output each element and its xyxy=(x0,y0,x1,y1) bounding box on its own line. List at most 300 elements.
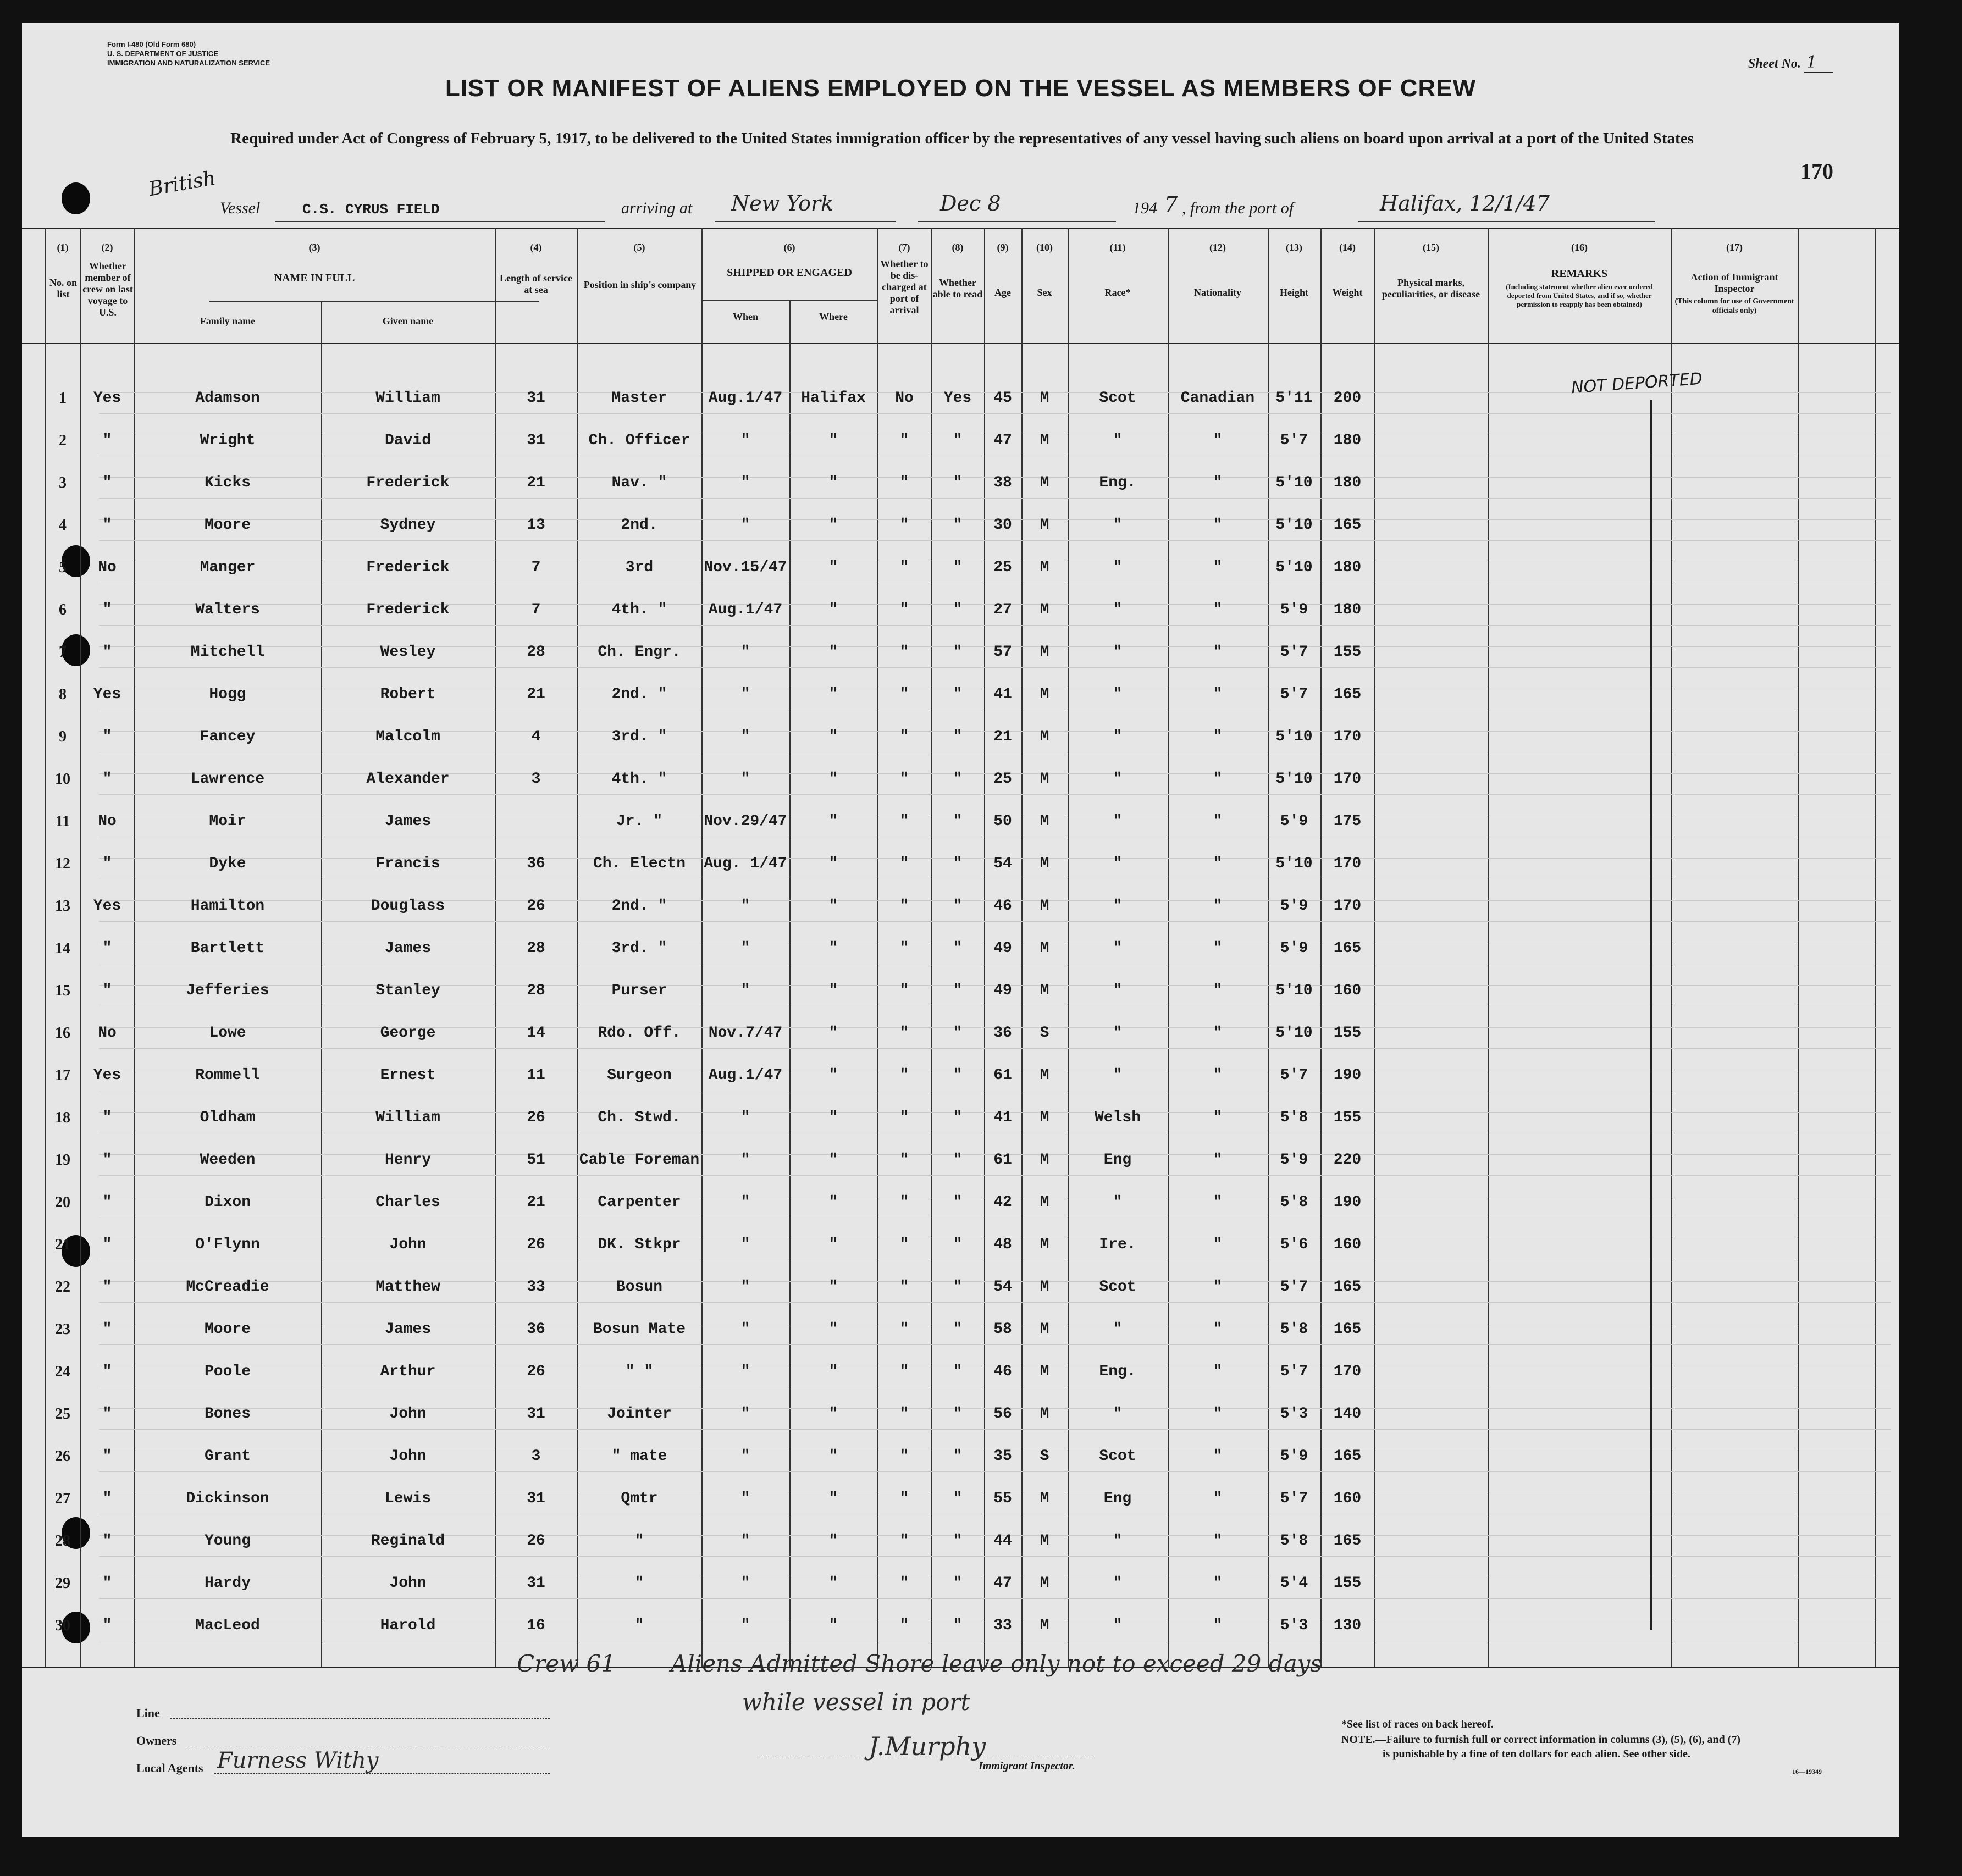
cell-given-name: James xyxy=(384,813,431,830)
cell-sex: M xyxy=(1040,1617,1049,1634)
cell-position: Ch. Electn xyxy=(593,855,686,872)
cell-nationality: " xyxy=(1213,1067,1223,1084)
cell-discharged: " xyxy=(899,728,909,745)
cell-sex: M xyxy=(1040,1194,1049,1211)
cell-length-service: 4 xyxy=(531,728,541,745)
local-agents-value: Furness Withy xyxy=(217,1748,379,1773)
cell-when-engaged: Aug.1/47 xyxy=(708,390,783,407)
cell-family-name: Hardy xyxy=(204,1575,251,1592)
cell-no-on-list: 23 xyxy=(55,1321,70,1338)
cell-given-name: Francis xyxy=(375,855,440,872)
cell-sex: M xyxy=(1040,559,1049,576)
cell-given-name: Ernest xyxy=(380,1067,436,1084)
cell-discharged: " xyxy=(899,1236,909,1253)
page-number: 170 xyxy=(1800,159,1833,184)
arrival-port: New York xyxy=(731,191,834,215)
cell-age: 50 xyxy=(993,813,1012,830)
table-row xyxy=(22,1364,1899,1406)
cell-race: Eng. xyxy=(1099,474,1136,491)
remarks-not-deported: NOT DEPORTED xyxy=(1571,369,1703,398)
cell-age: 55 xyxy=(993,1490,1012,1507)
cell-race: " xyxy=(1113,1067,1123,1084)
column-number: (2) xyxy=(101,242,113,253)
table-row xyxy=(22,475,1899,517)
cell-position: Ch. Officer xyxy=(588,432,690,449)
cell-position: Nav. " xyxy=(611,474,667,491)
cell-able-read: " xyxy=(953,1448,963,1465)
cell-when-engaged: " xyxy=(740,517,750,534)
cell-given-name: John xyxy=(389,1405,427,1423)
cell-no-on-list: 5 xyxy=(59,559,67,576)
cell-discharged: " xyxy=(899,1279,909,1296)
cell-discharged: " xyxy=(899,1194,909,1211)
cell-nationality: " xyxy=(1213,898,1223,915)
crew-count-note: Crew 61 xyxy=(517,1650,616,1677)
header-action-note: (This column for use of Government officials only) xyxy=(1674,297,1794,315)
cell-race: " xyxy=(1113,559,1123,576)
cell-family-name: Poole xyxy=(204,1363,251,1380)
cell-age: 41 xyxy=(993,1109,1012,1126)
cell-discharged: " xyxy=(899,1490,909,1507)
cell-last-voyage: " xyxy=(102,728,112,745)
cell-nationality: " xyxy=(1213,1448,1223,1465)
cell-length-service: 21 xyxy=(527,474,545,491)
cell-where-engaged: " xyxy=(828,474,838,491)
cell-no-on-list: 20 xyxy=(55,1194,70,1211)
cell-position: Qmtr xyxy=(621,1490,658,1507)
header-able-read: Whether able to read xyxy=(932,277,983,300)
sheet-number-field xyxy=(1748,53,1833,72)
cell-weight: 165 xyxy=(1333,686,1362,703)
cell-position: Bosun Mate xyxy=(593,1321,686,1338)
header-when: When xyxy=(732,311,758,322)
cell-sex: M xyxy=(1040,432,1049,449)
cell-position: " xyxy=(634,1575,644,1592)
cell-discharged: " xyxy=(899,771,909,788)
table-row xyxy=(22,1152,1899,1194)
cell-nationality: " xyxy=(1213,982,1223,999)
cell-race: " xyxy=(1113,1532,1123,1550)
header-physical-marks: Physical marks, peculiarities, or disease xyxy=(1381,277,1480,300)
cell-age: 30 xyxy=(993,517,1012,534)
cell-given-name: David xyxy=(384,432,431,449)
cell-discharged: " xyxy=(899,644,909,661)
table-row xyxy=(22,517,1899,560)
cell-weight: 175 xyxy=(1333,813,1362,830)
cell-where-engaged: " xyxy=(828,686,838,703)
cell-given-name: Frederick xyxy=(366,474,450,491)
cell-where-engaged: " xyxy=(828,1279,838,1296)
cell-length-service: 3 xyxy=(531,771,541,788)
cell-family-name: Manger xyxy=(200,559,256,576)
cell-family-name: Mitchell xyxy=(190,644,265,661)
cell-given-name: James xyxy=(384,1321,431,1338)
from-port-label: , from the port of xyxy=(1182,199,1294,217)
header-given-name: Given name xyxy=(382,316,434,326)
cell-able-read: " xyxy=(953,601,963,618)
cell-discharged: " xyxy=(899,686,909,703)
cell-family-name: Moore xyxy=(204,517,251,534)
header-remarks: REMARKS xyxy=(1551,268,1608,280)
cell-height: 5'9 xyxy=(1280,1448,1308,1465)
cell-weight: 170 xyxy=(1333,898,1362,915)
cell-race: " xyxy=(1113,644,1123,661)
cell-last-voyage: " xyxy=(102,1321,112,1338)
cell-no-on-list: 3 xyxy=(59,474,67,491)
cell-position: Jr. " xyxy=(616,813,662,830)
cell-sex: M xyxy=(1040,390,1049,407)
cell-sex: M xyxy=(1040,1236,1049,1253)
table-row xyxy=(22,771,1899,814)
cell-nationality: " xyxy=(1213,432,1223,449)
cell-race: Scot xyxy=(1099,1279,1136,1296)
cell-weight: 155 xyxy=(1333,1025,1362,1042)
cell-given-name: Alexander xyxy=(366,771,450,788)
table-row xyxy=(22,1067,1899,1110)
cell-last-voyage: " xyxy=(102,1279,112,1296)
cell-no-on-list: 19 xyxy=(55,1152,70,1169)
cell-when-engaged: Aug.1/47 xyxy=(708,1067,783,1084)
cell-when-engaged: " xyxy=(740,686,750,703)
cell-race: Welsh xyxy=(1094,1109,1141,1126)
cell-length-service: 13 xyxy=(527,517,545,534)
cell-length-service: 26 xyxy=(527,1363,545,1380)
cell-age: 54 xyxy=(993,1279,1012,1296)
cell-discharged: " xyxy=(899,1152,909,1169)
cell-discharged: " xyxy=(899,813,909,830)
cell-weight: 165 xyxy=(1333,517,1362,534)
cell-last-voyage: " xyxy=(102,1532,112,1550)
cell-sex: M xyxy=(1040,1321,1049,1338)
cell-height: 5'7 xyxy=(1280,1279,1308,1296)
cell-given-name: Charles xyxy=(375,1194,440,1211)
cell-last-voyage: " xyxy=(102,474,112,491)
cell-able-read: " xyxy=(953,1363,963,1380)
cell-family-name: Grant xyxy=(204,1448,251,1465)
cell-race: " xyxy=(1113,686,1123,703)
manifest-sheet xyxy=(22,23,1899,1837)
line-label: Line xyxy=(136,1706,160,1720)
cell-height: 5'10 xyxy=(1275,517,1313,534)
cell-length-service: 33 xyxy=(527,1279,545,1296)
cell-sex: M xyxy=(1040,1405,1049,1423)
cell-when-engaged: Aug. 1/47 xyxy=(704,855,787,872)
cell-where-engaged: " xyxy=(828,1490,838,1507)
cell-sex: M xyxy=(1040,686,1049,703)
cell-able-read: " xyxy=(953,982,963,999)
cell-able-read: " xyxy=(953,1617,963,1634)
cell-no-on-list: 13 xyxy=(55,898,70,915)
cell-last-voyage: No xyxy=(98,1025,117,1042)
cell-length-service: 28 xyxy=(527,940,545,957)
cell-able-read: " xyxy=(953,1279,963,1296)
cell-height: 5'7 xyxy=(1280,644,1308,661)
table-row xyxy=(22,1448,1899,1491)
cell-height: 5'10 xyxy=(1275,771,1313,788)
column-number: (13) xyxy=(1286,242,1302,253)
cell-age: 41 xyxy=(993,686,1012,703)
cell-discharged: " xyxy=(899,601,909,618)
cell-sex: M xyxy=(1040,601,1049,618)
cell-position: " mate xyxy=(611,1448,667,1465)
arrival-date: Dec 8 xyxy=(940,191,1001,215)
cell-weight: 165 xyxy=(1333,940,1362,957)
cell-age: 46 xyxy=(993,898,1012,915)
cell-age: 47 xyxy=(993,432,1012,449)
cell-where-engaged: " xyxy=(828,1363,838,1380)
cell-family-name: Oldham xyxy=(200,1109,256,1126)
cell-weight: 220 xyxy=(1333,1152,1362,1169)
cell-family-name: Weeden xyxy=(200,1152,256,1169)
cell-no-on-list: 7 xyxy=(59,644,67,661)
cell-when-engaged: Nov.7/47 xyxy=(708,1025,783,1042)
cell-able-read: " xyxy=(953,1490,963,1507)
table-row xyxy=(22,1533,1899,1575)
cell-no-on-list: 16 xyxy=(55,1025,70,1042)
cell-nationality: " xyxy=(1213,771,1223,788)
cell-able-read: " xyxy=(953,1194,963,1211)
table-row xyxy=(22,898,1899,940)
cell-when-engaged: " xyxy=(740,1448,750,1465)
cell-able-read: " xyxy=(953,432,963,449)
cell-nationality: " xyxy=(1213,1025,1223,1042)
cell-height: 5'7 xyxy=(1280,1363,1308,1380)
cell-weight: 155 xyxy=(1333,1575,1362,1592)
cell-age: 61 xyxy=(993,1067,1012,1084)
header-remarks-note: (Including statement whether alien ever ordered deported from United States, and if so, whether permission to reapply has been obtained) xyxy=(1506,283,1653,308)
table-row xyxy=(22,1025,1899,1067)
cell-length-service: 26 xyxy=(527,898,545,915)
cell-length-service: 11 xyxy=(527,1067,545,1084)
cell-family-name: Moore xyxy=(204,1321,251,1338)
cell-able-read: " xyxy=(953,1152,963,1169)
cell-position: " xyxy=(634,1617,644,1634)
cell-where-engaged: " xyxy=(828,1067,838,1084)
header-nationality: Nationality xyxy=(1193,287,1241,298)
cell-length-service: 26 xyxy=(527,1109,545,1126)
header-age: Age xyxy=(994,287,1011,298)
cell-when-engaged: " xyxy=(740,1575,750,1592)
cell-discharged: " xyxy=(899,432,909,449)
cell-weight: 180 xyxy=(1333,432,1362,449)
note-label: NOTE. xyxy=(1341,1734,1375,1746)
header-action: Action of Immigrant Inspector xyxy=(1690,272,1778,294)
cell-age: 27 xyxy=(993,601,1012,618)
cell-where-engaged: " xyxy=(828,940,838,957)
cell-where-engaged: " xyxy=(828,728,838,745)
cell-position: Cable Foreman xyxy=(579,1152,700,1169)
cell-discharged: " xyxy=(899,982,909,999)
cell-height: 5'10 xyxy=(1275,474,1313,491)
cell-given-name: Harold xyxy=(380,1617,436,1634)
column-number: (4) xyxy=(530,242,542,253)
cell-where-engaged: Halifax xyxy=(801,390,866,407)
cell-given-name: Lewis xyxy=(384,1490,431,1507)
cell-family-name: Kicks xyxy=(204,474,251,491)
cell-given-name: Malcolm xyxy=(375,728,440,745)
department-name: U. S. DEPARTMENT OF JUSTICE xyxy=(107,49,218,58)
cell-age: 49 xyxy=(993,940,1012,957)
cell-given-name: John xyxy=(389,1448,427,1465)
cell-nationality: " xyxy=(1213,1194,1223,1211)
table-row xyxy=(22,560,1899,602)
cell-given-name: Robert xyxy=(380,686,436,703)
sheet-number-label: Sheet No. xyxy=(1748,57,1801,71)
cell-sex: M xyxy=(1040,982,1049,999)
cell-able-read: " xyxy=(953,686,963,703)
cell-weight: 130 xyxy=(1333,1617,1362,1634)
cell-when-engaged: " xyxy=(740,1109,750,1126)
cell-weight: 160 xyxy=(1333,1490,1362,1507)
cell-weight: 180 xyxy=(1333,559,1362,576)
cell-when-engaged: " xyxy=(740,1405,750,1423)
cell-height: 5'9 xyxy=(1280,940,1308,957)
cell-no-on-list: 28 xyxy=(55,1532,70,1550)
column-number: (12) xyxy=(1209,242,1226,253)
cell-sex: M xyxy=(1040,1575,1049,1592)
cell-discharged: " xyxy=(899,940,909,957)
cell-where-engaged: " xyxy=(828,771,838,788)
cell-sex: M xyxy=(1040,1109,1049,1126)
cell-age: 45 xyxy=(993,390,1012,407)
cell-nationality: " xyxy=(1213,813,1223,830)
cell-age: 56 xyxy=(993,1405,1012,1423)
cell-given-name: William xyxy=(375,1109,440,1126)
cell-position: 2nd. " xyxy=(611,898,667,915)
header-no-on-list: No. on list xyxy=(49,277,77,300)
penalty-note-cont: is punishable by a fine of ten dollars for each alien. See other side. xyxy=(1383,1748,1690,1760)
cell-position: 3rd. " xyxy=(611,728,667,745)
arriving-label: arriving at xyxy=(621,199,693,217)
cell-nationality: " xyxy=(1213,474,1223,491)
local-agents-label: Local Agents xyxy=(136,1761,203,1775)
cell-given-name: William xyxy=(375,390,440,407)
cell-family-name: Jefferies xyxy=(186,982,269,999)
cell-age: 36 xyxy=(993,1025,1012,1042)
cell-height: 5'10 xyxy=(1275,982,1313,999)
cell-where-engaged: " xyxy=(828,601,838,618)
cell-no-on-list: 30 xyxy=(55,1617,70,1634)
cell-height: 5'4 xyxy=(1280,1575,1308,1592)
cell-no-on-list: 29 xyxy=(55,1575,70,1592)
cell-age: 54 xyxy=(993,855,1012,872)
cell-no-on-list: 12 xyxy=(55,855,70,872)
cell-given-name: John xyxy=(389,1236,427,1253)
cell-position: Surgeon xyxy=(607,1067,672,1084)
cell-when-engaged: " xyxy=(740,432,750,449)
cell-when-engaged: " xyxy=(740,898,750,915)
cell-sex: M xyxy=(1040,855,1049,872)
table-row xyxy=(22,602,1899,644)
cell-where-engaged: " xyxy=(828,1025,838,1042)
cell-where-engaged: " xyxy=(828,898,838,915)
cell-when-engaged: Nov.29/47 xyxy=(704,813,787,830)
cell-position: Ch. Engr. xyxy=(598,644,681,661)
cell-discharged: " xyxy=(899,1575,909,1592)
cell-last-voyage: " xyxy=(102,1194,112,1211)
cell-age: 35 xyxy=(993,1448,1012,1465)
table-row xyxy=(22,433,1899,475)
cell-no-on-list: 24 xyxy=(55,1363,70,1380)
cell-able-read: " xyxy=(953,517,963,534)
cell-no-on-list: 25 xyxy=(55,1405,70,1423)
cell-weight: 170 xyxy=(1333,728,1362,745)
cell-race: " xyxy=(1113,898,1123,915)
cell-length-service: 31 xyxy=(527,1575,545,1592)
cell-where-engaged: " xyxy=(828,644,838,661)
cell-position: Carpenter xyxy=(598,1194,681,1211)
cell-last-voyage: " xyxy=(102,982,112,999)
year-prefix: 194 xyxy=(1132,199,1157,217)
cell-when-engaged: " xyxy=(740,728,750,745)
cell-no-on-list: 9 xyxy=(59,728,67,745)
cell-last-voyage: Yes xyxy=(93,898,121,915)
table-row xyxy=(22,1110,1899,1152)
cell-where-engaged: " xyxy=(828,1575,838,1592)
cell-weight: 155 xyxy=(1333,644,1362,661)
cell-family-name: Rommell xyxy=(195,1067,260,1084)
cell-nationality: " xyxy=(1213,686,1223,703)
column-number: (3) xyxy=(308,242,320,253)
page-subtitle: Required under Act of Congress of February 5, 1917, to be delivered to the United States immigration officer by the representatives of any vessel having such aliens on board upon arrival at a port of the United States xyxy=(230,130,1694,147)
cell-family-name: MacLeod xyxy=(195,1617,260,1634)
cell-sex: S xyxy=(1040,1448,1049,1465)
cell-position: Purser xyxy=(611,982,667,999)
table-row xyxy=(22,687,1899,729)
inspector-label: Immigrant Inspector. xyxy=(979,1760,1075,1772)
cell-able-read: " xyxy=(953,1321,963,1338)
cell-nationality: Canadian xyxy=(1180,390,1255,407)
header-shipped: SHIPPED OR ENGAGED xyxy=(727,267,852,279)
form-number: Form I-480 (Old Form 680) xyxy=(107,40,196,48)
cell-no-on-list: 26 xyxy=(55,1448,70,1465)
cell-sex: M xyxy=(1040,940,1049,957)
cell-length-service: 51 xyxy=(527,1152,545,1169)
cell-height: 5'6 xyxy=(1280,1236,1308,1253)
cell-height: 5'9 xyxy=(1280,898,1308,915)
cell-when-engaged: " xyxy=(740,1617,750,1634)
cell-given-name: Reginald xyxy=(371,1532,445,1550)
cell-age: 33 xyxy=(993,1617,1012,1634)
cell-height: 5'10 xyxy=(1275,855,1313,872)
column-number: (11) xyxy=(1109,242,1126,253)
sheet-number-value: 1 xyxy=(1804,53,1833,73)
cell-given-name: John xyxy=(389,1575,427,1592)
cell-length-service: 26 xyxy=(527,1532,545,1550)
header-sex: Sex xyxy=(1037,287,1052,298)
cell-weight: 200 xyxy=(1333,390,1362,407)
column-number: (15) xyxy=(1423,242,1439,253)
cell-length-service: 21 xyxy=(527,686,545,703)
cell-nationality: " xyxy=(1213,1617,1223,1634)
cell-position: Master xyxy=(611,390,667,407)
cell-able-read: " xyxy=(953,1109,963,1126)
vessel-details-line xyxy=(148,191,1666,225)
table-row xyxy=(22,390,1899,433)
cell-position: Ch. Stwd. xyxy=(598,1109,681,1126)
cell-no-on-list: 2 xyxy=(59,432,67,449)
cell-last-voyage: " xyxy=(102,1405,112,1423)
cell-where-engaged: " xyxy=(828,813,838,830)
cell-where-engaged: " xyxy=(828,982,838,999)
cell-given-name: Douglass xyxy=(371,898,445,915)
cell-discharged: " xyxy=(899,559,909,576)
table-row xyxy=(22,856,1899,898)
cell-sex: M xyxy=(1040,644,1049,661)
cell-no-on-list: 14 xyxy=(55,940,70,957)
cell-family-name: Bones xyxy=(204,1405,251,1423)
cell-able-read: " xyxy=(953,771,963,788)
